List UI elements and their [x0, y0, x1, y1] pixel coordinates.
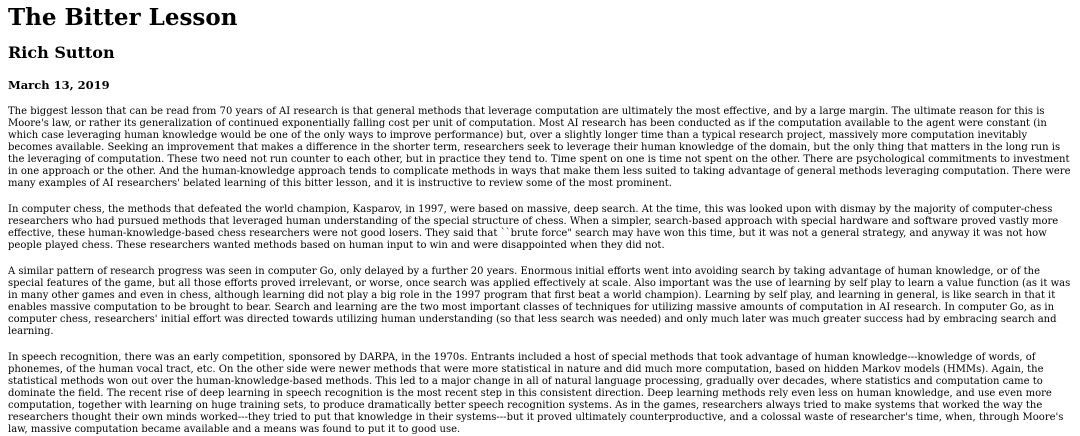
paragraph-intro: The biggest lesson that can be read from 70 years of AI research is that general methods that leverage computation are ultimately the most effective, and by a large margin. The ultimate reason for this is Moore's law, or rather its generalization of continued exponentially falling cost per unit of computation. Most AI research has been conducted as if the computation available to the agent were constant (in which case leveraging human knowledge would be one of the only ways to improve performance) but, over a slightly longer time than a typical research project, massively more computation inevitably becomes available. Seeking an improvement that makes a difference in the shorter term, researchers seek to leverage their human knowledge of the domain, but the only thing that matters in the long run is the leveraging of computation. These two need not run counter to each other, but in practice they tend to. Time spent on one is time not spent on the other. There are psychological commitments to investment in one approach or the other. And the human-knowledge approach tends to complicate methods in ways that make them less suited to taking advantage of general methods leveraging computation. There were many examples of AI researchers' belated learning of this bitter lesson, and it is instructive to review some of the most prominent.	[8, 106, 1071, 190]
page-title: The Bitter Lesson	[8, 4, 238, 31]
paragraph-computer-chess: In computer chess, the methods that defeated the world champion, Kasparov, in 1997, were based on massive, deep search. At the time, this was looked upon with dismay by the majority of computer-chess researchers who had pursued methods that leveraged human understanding of the special structure of chess. When a simpler, search-based approach with special hardware and software proved vastly more effective, these human-knowledge-based chess researchers were not good losers. They said that ``brute force" search may have won this time, but it was not a general strategy, and anyway it was not how people played chess. These researchers wanted methods based on human input to win and were disappointed when they did not.	[8, 204, 1059, 252]
paragraph-computer-go: A similar pattern of research progress was seen in computer Go, only delayed by a further 20 years. Enormous initial efforts went into avoiding search by taking advantage of human knowledge, or of the special features of the game, but all those efforts proved irrelevant, or worse, once search was applied effectively at scale. Also important was the use of learning by self play to learn a value function (as it was in many other games and even in chess, although learning did not play a big role in the 1997 program that first beat a world champion). Learning by self play, and learning in general, is like search in that it enables massive computation to be brought to bear. Search and learning are the two most important classes of techniques for utilizing massive amounts of computation in AI research. In computer Go, as in computer chess, researchers' initial effort was directed towards utilizing human understanding (so that less search was needed) and only much later was much greater success had by embracing search and learning.	[8, 266, 1071, 338]
paragraph-speech-recognition: In speech recognition, there was an early competition, sponsored by DARPA, in the 1970s. Entrants included a host of special methods that took advantage of human knowledge---knowledge of words, of phonemes, of the human vocal tract, etc. On the other side were newer methods that were more statistical in nature and did much more computation, based on hidden Markov models (HMMs). Again, the statistical methods won out over the human-knowledge-based methods. This led to a major change in all of natural language processing, gradually over decades, where statistics and computation came to dominate the field. The recent rise of deep learning in speech recognition is the most recent step in this consistent direction. Deep learning methods rely even less on human knowledge, and use even more computation, together with learning on huge training sets, to produce dramatically better speech recognition systems. As in the games, researchers always tried to make systems that worked the way the researchers thought their own minds worked---they tried to put that knowledge in their systems---but it proved ultimately counterproductive, and a colossal waste of researcher's time, when, through Moore's law, massive computation became available and a means was found to put it to good use.	[8, 352, 1064, 436]
publication-date: March 13, 2019	[8, 77, 110, 92]
author-name: Rich Sutton	[8, 43, 115, 63]
